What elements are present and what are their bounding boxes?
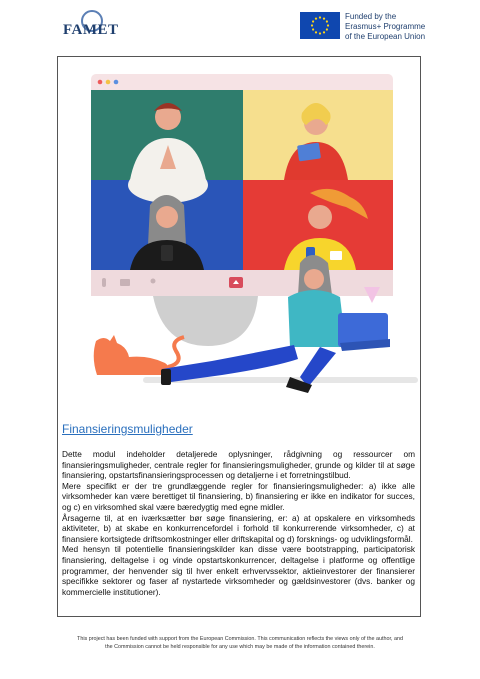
disclaimer-footer: This project has been funded with support from the European Commission. This communication reflects the views only of the author, and the Commission cannot be held responsible for any use which may be made of the information contained therein. (77, 636, 403, 650)
logo-text: FAMET (63, 22, 119, 38)
famet-logo (63, 10, 123, 40)
paragraph: Mere specifikt er der tre grundlæggende regler for finansieringsmuligheder: a) ikke alle virksomheder kan være berettiget til finansiering, b) finansiering er ikke en indikator for succes, og c) en virksomhed skal være bæredygtig med egne midler. (62, 480, 415, 512)
video-call-illustration (58, 57, 420, 407)
paragraph: Med hensyn til potentielle finansieringskilder kan disse være bootstrapping, participatorisk finansiering, deltagelse i og vinde opstartskonkurrencer, deltagelse i platforme og offentlige programmer, der henvender sig til hver enkelt erhvervssektor, aktieinvestorer der finansierer specifikke sektorer og faser af nystartede virksomheder og gældsinvestorer (dvs. banker og kommercielle institutioner). (62, 544, 415, 597)
paragraph: Årsagerne til, at en iværksætter bør søge finansiering, er: a) at opskalere en virksomheds aktiviteter, b) at skabe en konkurrencefordel i forhold til konkurrerende virksomheder, c) at finansiere kortsigtede driftsomkostninger eller driftskapital og d) forsknings- og udviklingsformål. (62, 512, 415, 544)
paragraph: Dette modul indeholder detaljerede oplysninger, rådgivning og ressourcer om finansieringsmuligheder, centrale regler for finansieringsmuligheder, grunde og kilder til at søge finansiering, opstartsfinansieringsprocessen og detaljerne i et forretningstilbud. (62, 449, 415, 481)
content-frame (57, 56, 421, 617)
eu-funding-text: Funded by the Erasmus+ Programme of the European Union (345, 12, 426, 41)
eu-flag-icon (300, 12, 340, 39)
body-text (62, 449, 415, 597)
page-header (0, 0, 480, 50)
section-heading: Finansieringsmuligheder (62, 422, 193, 436)
